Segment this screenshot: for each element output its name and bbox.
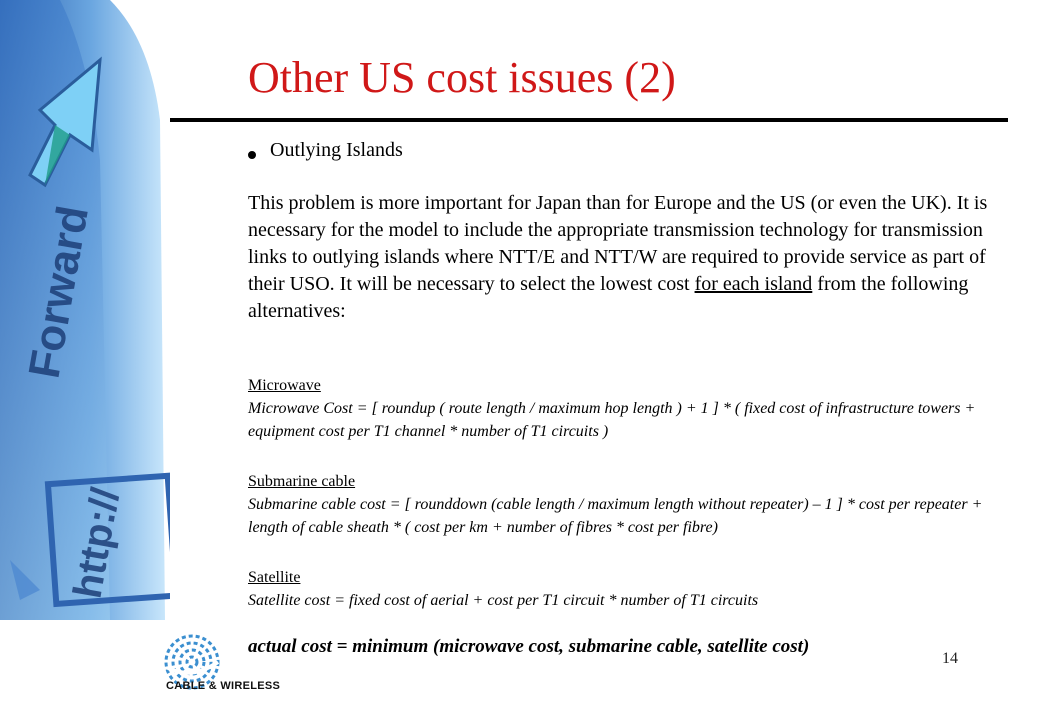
sidebar-forward-text: Forward xyxy=(19,202,98,382)
submarine-cable-section xyxy=(248,470,1008,539)
body-paragraph xyxy=(248,190,1000,325)
bullet-item xyxy=(248,136,403,164)
paragraph-text: This problem is more important for Japan than for Europe and the US (or even the UK). It is necessary for the model to include the appropriate transmission technology for transmission links to outlying islands where NTT/E and NTT/W are required to provide service as part of their USO. It will be necessary to select the lowest cost xyxy=(248,192,988,295)
section-formula: Satellite cost = fixed cost of aerial + cost per T1 circuit * number of T1 circuits xyxy=(248,592,759,609)
underlined-phrase: for each island xyxy=(694,273,813,295)
section-heading: Submarine cable xyxy=(248,473,356,490)
title-divider xyxy=(170,118,1008,122)
decorative-sidebar xyxy=(0,0,170,620)
bullet-text: Outlying Islands xyxy=(270,138,403,161)
satellite-section xyxy=(248,566,1008,612)
bullet-dot xyxy=(248,151,256,159)
microwave-section xyxy=(248,374,1008,443)
slide-title: Other US cost issues (2) xyxy=(248,53,676,102)
sidebar-graphic xyxy=(0,0,170,620)
logo-text: CABLE & WIRELESS xyxy=(166,680,281,692)
section-formula: Microwave Cost = [ roundup ( route length / maximum hop length ) + 1 ] * ( fixed cost of infrastructure towers + equipment cost per T1 channel * number of T1 circuits ) xyxy=(248,400,976,440)
section-formula: Submarine cable cost = [ rounddown (cable length / maximum length without repeater) – 1 ] * cost per repeater + length of cable sheath * ( cost per km + number of fibres * cost per fibre) xyxy=(248,496,983,536)
section-heading: Satellite xyxy=(248,569,301,586)
conclusion-formula: actual cost = minimum (microwave cost, submarine cable, satellite cost) xyxy=(248,636,810,657)
paragraph-text-end: from the following alternatives: xyxy=(248,273,969,322)
sidebar-url-text: http:// xyxy=(65,484,129,602)
section-heading: Microwave xyxy=(248,377,321,394)
page-number: 14 xyxy=(942,650,958,667)
